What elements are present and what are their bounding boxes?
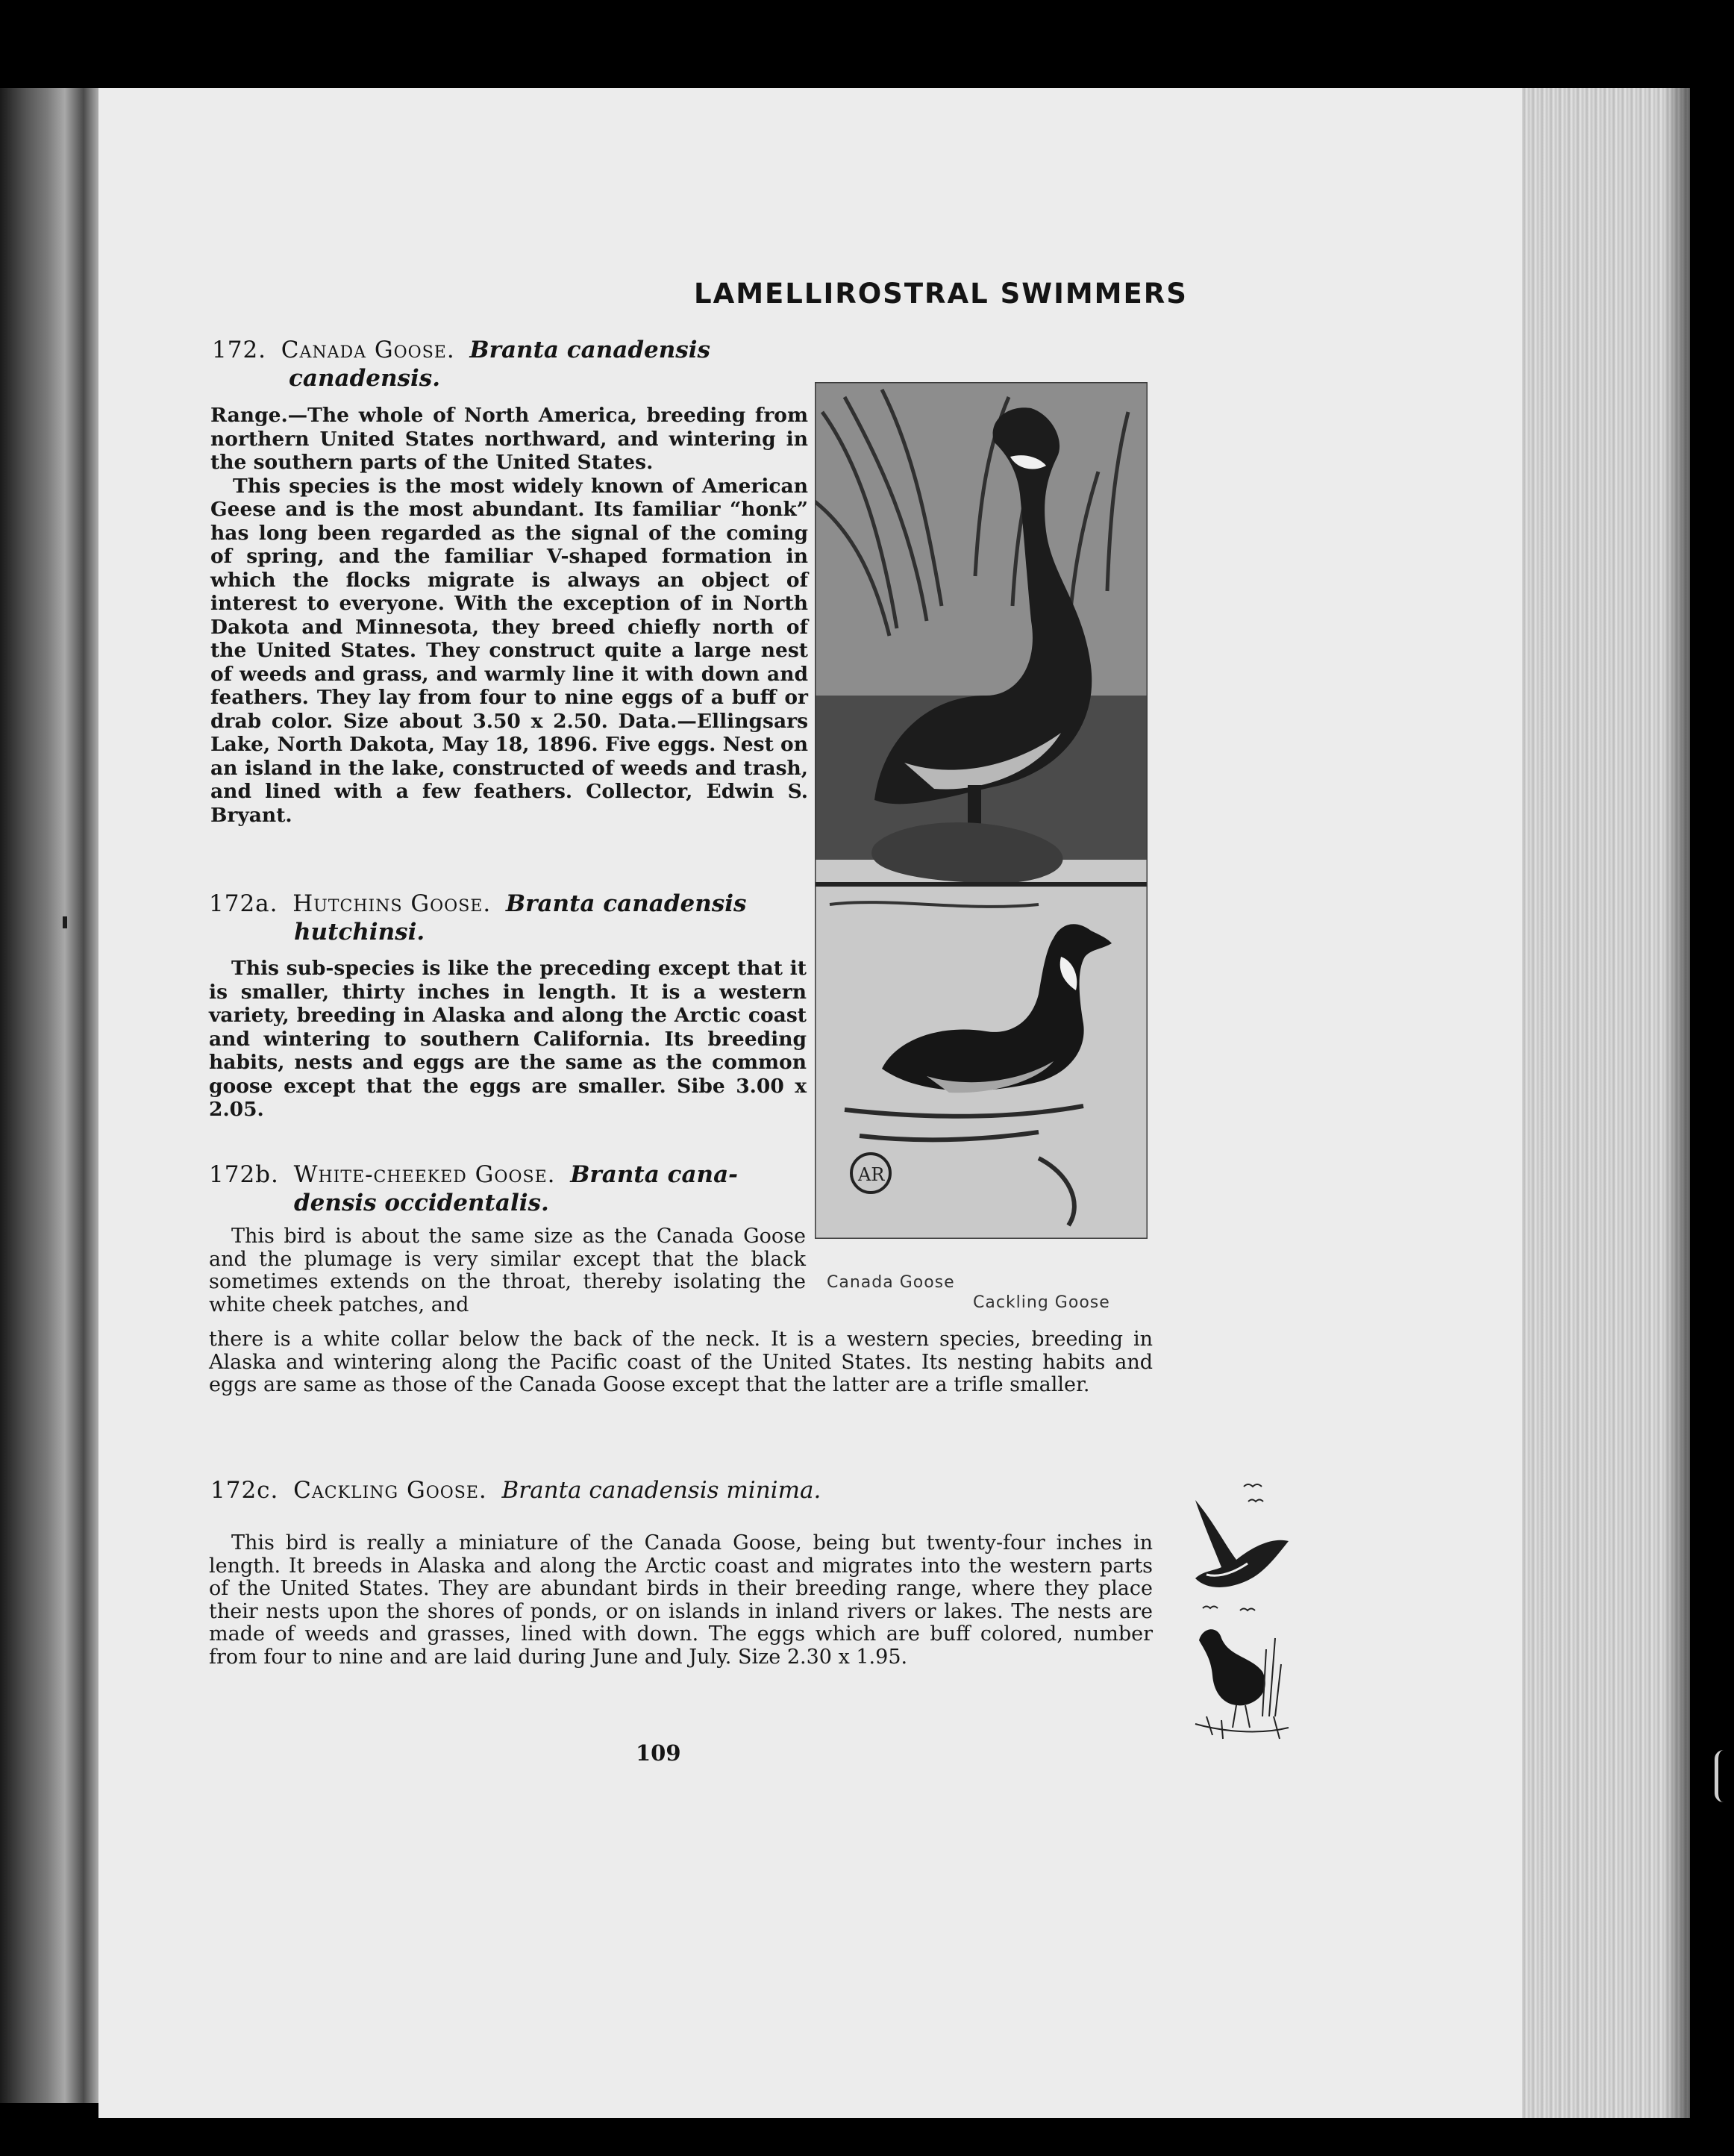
entry-text <box>209 957 807 1122</box>
svg-text:AR: AR <box>858 1164 885 1185</box>
scientific-name-continued: densis occidentalis. <box>294 1190 549 1216</box>
entry-number: 172a. <box>209 890 278 917</box>
scientific-name: Branta canadensis <box>469 337 710 363</box>
bird-vignette-icon <box>1192 1478 1292 1746</box>
common-name: White-cheeked Goose. <box>293 1161 556 1188</box>
common-name: Canada Goose. <box>281 337 455 363</box>
paragraph: Range.—The whole of North America, breeding from northern United States northward, and wintering in the southern parts of the United States. <box>210 404 808 474</box>
paragraph: This bird is really a miniature of the Canada Goose, being but twenty-four inches in length. It breeds in Alaska and along the Arctic coast and migrates into the western parts of the United States. They are abundant birds in their breeding range, where they place their nests upon the shores of ponds, or on islands in inland rivers or lakes. The nests are made of weeds and grasses, lined with down. The eggs which are buff colored, number from four to nine and are laid during June and July. Size 2.30 x 1.95. <box>209 1531 1153 1669</box>
entry-number: 172c. <box>210 1477 279 1504</box>
plate-caption-bottom: Cackling Goose <box>973 1293 1110 1312</box>
entry-text <box>209 1225 806 1316</box>
edge-mark <box>1715 1750 1724 1802</box>
entry-number: 172. <box>212 337 267 363</box>
common-name: Hutchins Goose. <box>292 890 492 917</box>
left-page-edge <box>0 88 104 2103</box>
entry-heading <box>209 890 747 946</box>
plate-caption-top: Canada Goose <box>827 1273 955 1292</box>
entry-text <box>210 404 808 827</box>
entry-text <box>209 1532 1153 1669</box>
paragraph: This species is the most widely known of American Geese and is the most abundant. Its familiar “honk” has long been regarded as the signal of the coming of spring, and the familiar V-shaped formation in which the flocks migrate is always an object of interest to everyone. With the exception of in North Dakota and Minnesota, they breed chiefly north of the United States. They construct quite a large nest of weeds and grass, and warmly line it with down and feathers. They lay from four to nine eggs of a buff or drab color. Size about 3.50 x 2.50. Data.—Ellingsars Lake, North Dakota, May 18, 1896. Five eggs. Nest on an island in the lake, constructed of weeds and trash, and lined with a few feathers. Collector, Edwin S. Bryant. <box>210 474 808 827</box>
entry-text-continued <box>209 1328 1153 1397</box>
paragraph: This bird is about the same size as the Canada Goose and the plumage is very similar except that the black sometimes extends on the throat, thereby isolating the white cheek patches, and <box>209 1225 806 1316</box>
paragraph: there is a white collar below the back of the neck. It is a western species, breeding in Alaska and wintering along the Pacific coast of the United States. Its nesting habits and eggs are same as those of the Canada Goose except that the latter are a trifle smaller. <box>209 1328 1153 1396</box>
scientific-name-continued: canadensis. <box>289 365 440 392</box>
page-edge-shadow <box>1664 88 1690 2118</box>
common-name: Cackling Goose. <box>293 1477 487 1504</box>
scientific-name: Branta canadensis minima. <box>501 1477 821 1504</box>
entry-heading <box>210 1476 821 1504</box>
scientific-name: Branta canadensis <box>505 890 747 917</box>
goose-illustration <box>815 382 1148 1239</box>
running-head: LAMELLIROSTRAL SWIMMERS <box>694 278 1188 310</box>
entry-number: 172b. <box>209 1161 279 1188</box>
scientific-name-continued: hutchinsi. <box>294 919 425 946</box>
left-page-mark <box>63 916 67 928</box>
scientific-name: Branta cana- <box>570 1161 739 1188</box>
entry-heading <box>209 1160 739 1216</box>
entry-heading <box>212 336 710 392</box>
page-number: 109 <box>636 1740 681 1766</box>
paragraph: This sub-species is like the preceding except that it is smaller, thirty inches in length. It is a western variety, breeding in Alaska and along the Arctic coast and wintering to southern California. Its breeding habits, nests and eggs are the same as the common goose except that the eggs are smaller. Sibe 3.00 x 2.05. <box>209 957 807 1121</box>
